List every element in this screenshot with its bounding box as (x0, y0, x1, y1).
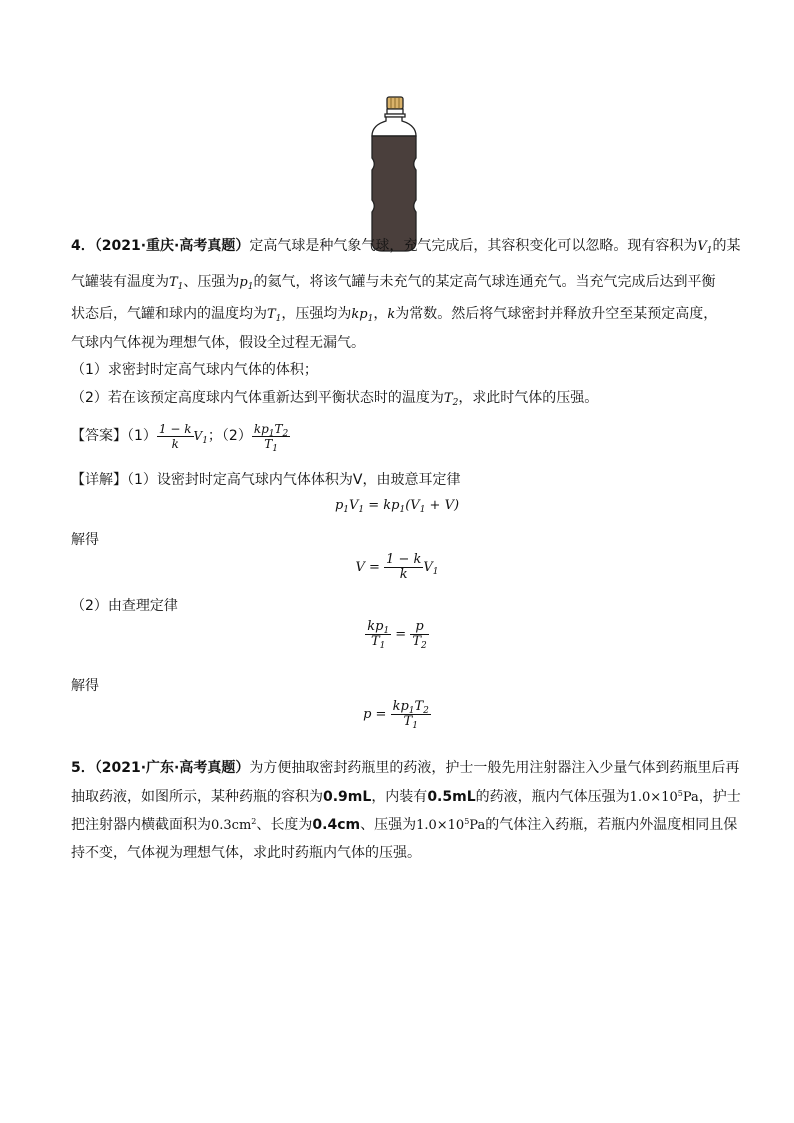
q4-detail-2: （2）由查理定律 (71, 598, 178, 614)
q5-line-4: 持不变，气体视为理想气体，求此时药瓶内气体的压强。 (71, 845, 421, 861)
q4-line-3: 状态后，气罐和球内的温度均为$T_1$，压强均为$kp_1$，k为常数。然后将气球密封并释放升空至某预定高度， (71, 306, 718, 324)
q4-detail-1: 【详解】（1）设密封时定高气球内气体体积为V，由玻意耳定律 (71, 472, 461, 488)
q4-line-2: 气罐装有温度为$T_1$、压强为$p_1$的氦气，将该气罐与未充气的某定高气球连通充气。当充气完成后达到平衡 (71, 274, 716, 292)
equation-pressure: p = $\frac{kp_1T_2}{T_1}$ (363, 699, 429, 731)
q4-line-4: 气球内气体视为理想气体，假设全过程无漏气。 (71, 335, 365, 351)
q5-line-1: 5．（2021·广东·高考真题）为方便抽取密封药瓶里的药液，护士一般先用注射器注入少量气体到药瓶里后再 (71, 760, 740, 776)
q4-part-1: （1）求密封时定高气球内气体的体积； (71, 362, 318, 378)
q4-solve-2: 解得 (71, 678, 99, 694)
equation-volume: V = $\frac{1 - k}{k}$ $V_1$ (355, 552, 439, 582)
q5-line-2: 抽取药液，如图所示，某种药瓶的容积为0.9mL，内装有0.5mL的药液，瓶内气体压强为$1.0\times 10^5Pa$，护士 (71, 789, 741, 805)
q4-solve-1: 解得 (71, 532, 99, 548)
var-V1: $V_1$ (697, 239, 713, 256)
q5-line-3: 把注射器内横截面积为$0.3cm^2$、长度为0.4cm、压强为$1.0\times 10^5Pa$的气体注入药瓶，若瓶内外温度相同且保 (71, 817, 738, 833)
answer-label: 【答案】 (71, 428, 127, 444)
q4-part-2: （2）若在该预定高度球内气体重新达到平衡状态时的温度为$T_2$，求此时气体的压强。 (71, 390, 599, 408)
bottle-illustration (366, 96, 422, 252)
q4-line-1: 4．（2021·重庆·高考真题）定高气球是种气象气球，充气完成后，其容积变化可以忽略。现有容积为$V_1$的某 (71, 238, 741, 256)
answer-1-formula: $\frac{1 - k}{k}$ (158, 421, 192, 451)
q4-number: 4． (71, 238, 95, 254)
answer-2-formula: $\frac{kp_1T_2}{T_1}$ (253, 421, 289, 454)
equation-charles: $\frac{kp_1}{T_1}$ = $\frac{p}{T_2}$ (367, 619, 427, 651)
q5-number: 5． (71, 760, 95, 776)
detail-label: 【详解】 (71, 472, 127, 488)
q5-source: （2021·广东·高考真题） (94, 760, 250, 776)
q4-answer: 【答案】（1） $\frac{1 - k}{k}$ $V_1$；（2） $\frac{kp_1T_2}{T_1}$ (71, 421, 289, 454)
equation-boyle: $p_1V_1 = kp_1(V_1 + V)$ (334, 498, 460, 515)
q4-source: （2021·重庆·高考真题） (94, 238, 250, 254)
